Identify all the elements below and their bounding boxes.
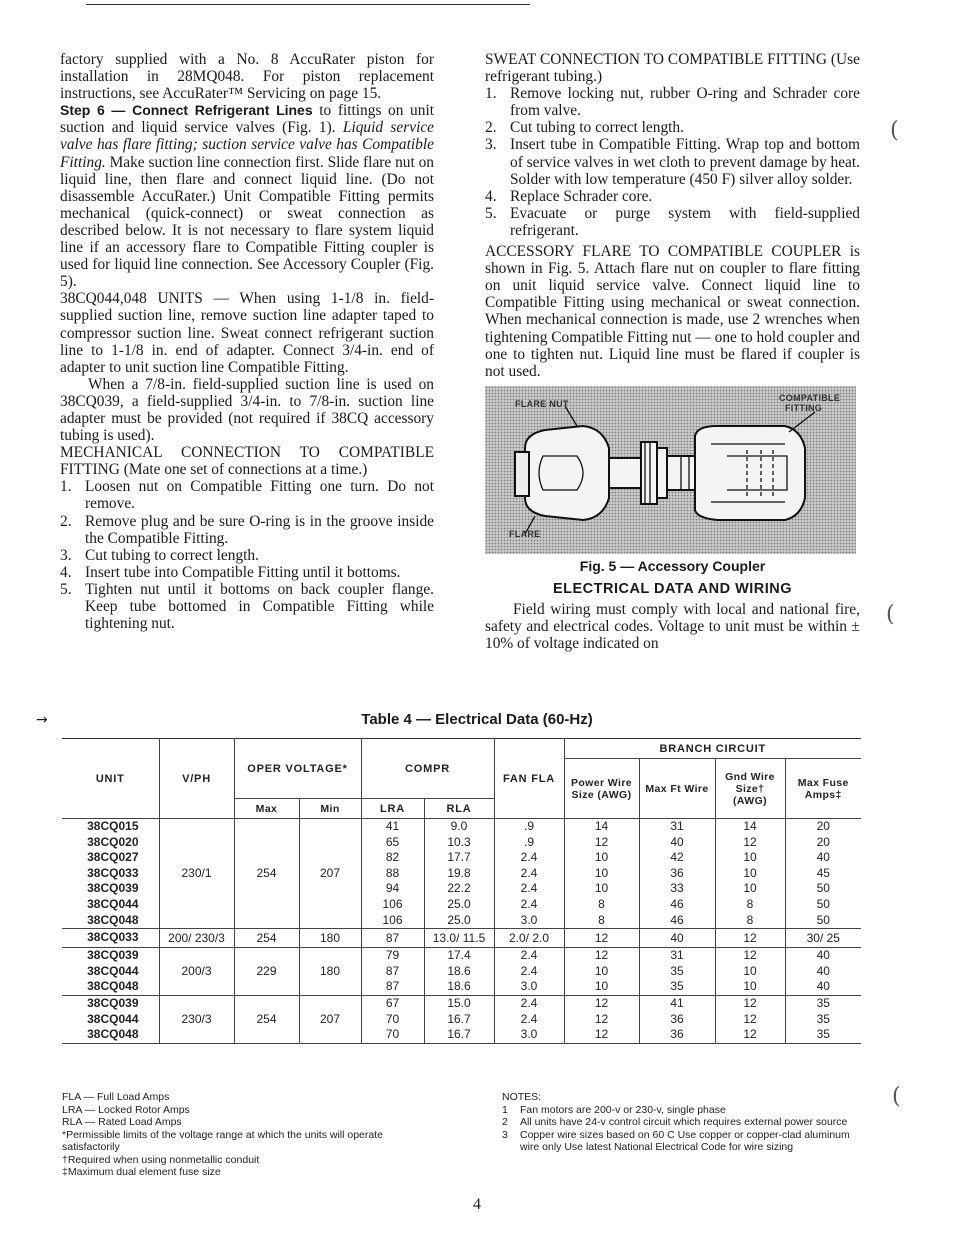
legend-star: *Permissible limits of the voltage range at which the units will operate satisfactorily	[62, 1128, 383, 1153]
gnd-wire-cell: 8	[715, 897, 785, 913]
rla-cell: 15.0	[424, 995, 494, 1011]
max-ft-wire-cell: 40	[639, 835, 715, 851]
fan-fla-cell: 3.0	[494, 1027, 564, 1043]
fan-fla-cell: 2.4	[494, 995, 564, 1011]
fan-fla-cell: .9	[494, 819, 564, 835]
max-fuse-cell: 20	[785, 835, 861, 851]
max-fuse-cell: 40	[785, 850, 861, 866]
power-wire-cell: 12	[564, 1012, 639, 1028]
vph-cell: 230/1	[159, 819, 234, 929]
power-wire-cell: 10	[564, 866, 639, 882]
step6-text: to fittings on unit suction and liquid service valves (Fig. 1).	[60, 102, 434, 137]
fan-fla-cell: .9	[494, 835, 564, 851]
header-gnd-wire: Gnd Wire Size† (AWG)	[715, 759, 785, 819]
rla-cell: 10.3	[424, 835, 494, 851]
electrical-paragraph: Field wiring must comply with local and national fire, safety and electrical codes. Voltage to unit must be within ± 10% of voltage indicated on	[485, 600, 860, 653]
list-item: 5. Tighten nut until it bottoms on back coupler flange. Keep tube bottomed in Compatible Fitting while tightening nut.	[60, 580, 434, 633]
table-row	[62, 929, 861, 948]
power-wire-cell: 8	[564, 897, 639, 913]
legend-ddagger: ‡Maximum dual element fuse size	[62, 1166, 221, 1178]
margin-mark: (	[886, 602, 895, 627]
header-max: Max	[234, 799, 299, 819]
rla-cell: 19.8	[424, 866, 494, 882]
header-power-wire: Power Wire Size (AWG)	[564, 759, 639, 819]
max-fuse-cell: 35	[785, 1027, 861, 1043]
lra-cell: 94	[361, 881, 424, 897]
fan-fla-cell: 2.4	[494, 1012, 564, 1028]
list-item: 2. Remove plug and be sure O-ring is in the groove inside the Compatible Fitting.	[60, 512, 434, 547]
vph-cell: 200/ 230/3	[159, 929, 234, 948]
legend	[62, 1091, 442, 1179]
vph-cell: 230/3	[159, 995, 234, 1043]
header-rla: RLA	[424, 799, 494, 819]
lra-cell: 87	[361, 979, 424, 995]
unit-cell: 38CQ039	[87, 881, 139, 896]
header-oper-voltage: OPER VOLTAGE*	[234, 739, 361, 799]
list-item: 1. Remove locking nut, rubber O-ring and Schrader core from valve.	[485, 85, 860, 120]
list-item: 2. Cut tubing to correct length.	[485, 119, 684, 137]
unit-cell: 38CQ015	[87, 819, 139, 833]
max-fuse-cell: 50	[785, 913, 861, 929]
unit-cell: 38CQ044	[87, 1011, 139, 1026]
lra-cell: 87	[361, 964, 424, 980]
max-ft-wire-cell: 42	[639, 850, 715, 866]
lra-cell: 79	[361, 948, 424, 964]
gnd-wire-cell: 12	[715, 1012, 785, 1028]
gnd-wire-cell: 10	[715, 850, 785, 866]
power-wire-cell: 8	[564, 913, 639, 929]
header-min: Min	[299, 799, 361, 819]
rla-cell: 18.6	[424, 964, 494, 980]
fan-fla-cell: 2.4	[494, 850, 564, 866]
electrical-data-table	[62, 738, 861, 1044]
min-voltage-cell: 180	[299, 948, 361, 996]
lra-cell: 106	[361, 897, 424, 913]
power-wire-cell: 12	[564, 1027, 639, 1043]
power-wire-cell: 14	[564, 819, 639, 835]
rla-cell: 17.7	[424, 850, 494, 866]
power-wire-cell: 12	[564, 835, 639, 851]
min-voltage-cell: 207	[299, 819, 361, 929]
right-column	[485, 51, 860, 652]
max-voltage-cell: 254	[234, 819, 299, 929]
change-arrow: →	[36, 712, 48, 728]
fan-fla-cell: 2.4	[494, 964, 564, 980]
list-item: 1. Loosen nut on Compatible Fitting one turn. Do not remove.	[60, 478, 434, 513]
max-voltage-cell: 254	[234, 929, 299, 948]
legend-dagger: †Required when using nonmetallic conduit	[62, 1153, 260, 1166]
lra-cell: 41	[361, 819, 424, 835]
label-flare-nut: FLARE NUT	[515, 398, 569, 409]
adapter-paragraph: When a 7/8-in. field-supplied suction line is used on 38CQ039, a field-supplied 3/4-in. to 7/8-in. suction line adapter must be provided (not required if 38CQ accessory tubing is used).	[60, 375, 434, 445]
list-item: 5. Evacuate or purge system with field-supplied refrigerant.	[485, 204, 860, 239]
header-max-fuse: Max Fuse Amps‡	[785, 759, 861, 819]
power-wire-cell: 10	[564, 979, 639, 995]
unit-cell: 38CQ048	[62, 979, 159, 995]
max-fuse-cell: 30/ 25	[785, 929, 861, 948]
lra-cell: 67	[361, 995, 424, 1011]
margin-mark: (	[892, 1084, 901, 1109]
lra-cell: 70	[361, 1012, 424, 1028]
max-ft-wire-cell: 46	[639, 897, 715, 913]
gnd-wire-cell: 12	[715, 1027, 785, 1043]
gnd-wire-cell: 8	[715, 913, 785, 929]
step6-heading: Step 6 — Connect Refrigerant Lines	[60, 102, 313, 119]
max-fuse-cell: 50	[785, 881, 861, 897]
rla-cell: 17.4	[424, 948, 494, 964]
sweat-steps	[485, 85, 860, 239]
fan-fla-cell: 2.4	[494, 881, 564, 897]
list-item: 4. Insert tube into Compatible Fitting until it bottoms.	[60, 563, 401, 581]
list-item: 3. Insert tube in Compatible Fitting. Wrap top and bottom of service valves in wet cloth to prevent damage by heat. Solder with low temperature (450 F) silver alloy solder.	[485, 136, 861, 188]
max-ft-wire-cell: 41	[639, 995, 715, 1011]
unit-cell: 38CQ048	[62, 1027, 159, 1043]
rla-cell: 13.0/ 11.5	[424, 929, 494, 948]
mechanical-steps	[60, 478, 434, 632]
power-wire-cell: 10	[564, 850, 639, 866]
units-paragraph: 38CQ044,048 UNITS — When using 1-1/8 in. field-supplied suction line, remove suction line adapter taped to compressor suction line. Sweat connect refrigerant suction line to 1-1/8 in. end of adapter. Connect 3/4-in. end of adapter to unit suction line Compatible Fitting.	[60, 290, 434, 376]
header-max-ft-wire: Max Ft Wire	[639, 759, 715, 819]
rla-cell: 18.6	[424, 979, 494, 995]
unit-cell: 38CQ044	[87, 963, 139, 978]
lra-cell: 106	[361, 913, 424, 929]
header-vph: V/PH	[159, 739, 234, 819]
gnd-wire-cell: 12	[715, 948, 785, 964]
max-ft-wire-cell: 46	[639, 913, 715, 929]
list-item: 4. Replace Schrader core.	[485, 187, 653, 205]
lra-cell: 88	[361, 866, 424, 882]
margin-mark: (	[890, 118, 899, 143]
unit-cell: 38CQ033	[87, 865, 139, 880]
max-fuse-cell: 40	[785, 979, 861, 995]
max-ft-wire-cell: 36	[639, 1012, 715, 1028]
fan-fla-cell: 2.4	[494, 866, 564, 882]
power-wire-cell: 10	[564, 881, 639, 897]
electrical-heading: ELECTRICAL DATA AND WIRING	[552, 580, 793, 597]
page-number: 4	[473, 1196, 481, 1213]
table-row	[62, 948, 861, 964]
gnd-wire-cell: 10	[715, 964, 785, 980]
gnd-wire-cell: 10	[715, 881, 785, 897]
rla-cell: 16.7	[424, 1027, 494, 1043]
gnd-wire-cell: 12	[715, 835, 785, 851]
max-voltage-cell: 229	[234, 948, 299, 996]
rla-cell: 22.2	[424, 881, 494, 897]
step6-italic: Liquid service valve has flare fitting; suction service valve has Compatible Fitting.	[60, 119, 435, 171]
header-lra: LRA	[361, 799, 424, 819]
gnd-wire-cell: 12	[715, 995, 785, 1011]
lra-cell: 65	[361, 835, 424, 851]
max-fuse-cell: 40	[785, 964, 861, 980]
lra-cell: 87	[361, 929, 424, 948]
rla-cell: 9.0	[424, 819, 494, 835]
gnd-wire-cell: 14	[715, 819, 785, 835]
power-wire-cell: 10	[564, 964, 639, 980]
list-item: 3. Cut tubing to correct length.	[60, 546, 259, 564]
unit-cell: 38CQ020	[87, 834, 139, 849]
gnd-wire-cell: 10	[715, 979, 785, 995]
power-wire-cell: 12	[564, 948, 639, 964]
unit-cell: 38CQ027	[87, 850, 139, 865]
min-voltage-cell: 207	[299, 995, 361, 1043]
max-fuse-cell: 45	[785, 866, 861, 882]
unit-cell: 38CQ044	[87, 896, 139, 911]
max-ft-wire-cell: 40	[639, 929, 715, 948]
legend-rla: RLA — Rated Load Amps	[62, 1116, 182, 1128]
max-ft-wire-cell: 35	[639, 979, 715, 995]
accessory-coupler-figure	[485, 386, 856, 554]
header-fan-fla: FAN FLA	[494, 739, 564, 819]
unit-cell: 38CQ039	[87, 948, 139, 963]
top-rule	[86, 4, 530, 5]
fan-fla-cell: 2.4	[494, 948, 564, 964]
rla-cell: 25.0	[424, 913, 494, 929]
table-body	[62, 819, 861, 1044]
max-ft-wire-cell: 36	[639, 1027, 715, 1043]
label-compatible: COMPATIBLE	[779, 392, 841, 403]
mechanical-heading: MECHANICAL CONNECTION TO COMPATIBLE FITTING (Mate one set of connections at a time.)	[60, 444, 434, 479]
table-title: Table 4 — Electrical Data (60-Hz)	[361, 711, 593, 728]
rla-cell: 16.7	[424, 1012, 494, 1028]
left-column	[60, 51, 434, 632]
notes	[502, 1091, 862, 1154]
figure-caption: Fig. 5 — Accessory Coupler	[579, 557, 766, 574]
power-wire-cell: 12	[564, 995, 639, 1011]
max-fuse-cell: 40	[785, 948, 861, 964]
fan-fla-cell: 3.0	[494, 913, 564, 929]
max-fuse-cell: 50	[785, 897, 861, 913]
max-fuse-cell: 20	[785, 819, 861, 835]
unit-cell: 38CQ033	[62, 929, 159, 948]
notes-title: NOTES:	[502, 1091, 542, 1103]
legend-fla: FLA — Full Load Amps	[62, 1091, 170, 1103]
header-unit: UNIT	[62, 739, 159, 819]
step6-rest: Make suction line connection first. Slide flare nut on liquid line, then flare and connect liquid line. (Do not disassemble AccuRater.) Unit Compatible Fitting permits mechanical (quick-connect) or sweat connection as described below. It is not necessary to flare system liquid line if an accessory flare to Compatible Fitting coupler is used for liquid line connection. See Accessory Coupler (Fig. 5).	[60, 153, 435, 291]
note-item: 2 All units have 24-v control circuit which requires external power source	[502, 1116, 848, 1128]
label-flare: FLARE	[509, 528, 541, 539]
max-ft-wire-cell: 31	[639, 819, 715, 835]
vph-cell: 200/3	[159, 948, 234, 996]
label-fitting: FITTING	[785, 402, 823, 413]
max-ft-wire-cell: 36	[639, 866, 715, 882]
table-row	[62, 819, 861, 835]
unit-cell: 38CQ048	[62, 913, 159, 929]
accessory-paragraph: ACCESSORY FLARE TO COMPATIBLE COUPLER is shown in Fig. 5. Attach flare nut on coupler to flare fitting on unit liquid service valve. Connect liquid line to Compatible Fitting using mechanical or sweat connection. When mechanical connection is made, use 2 wrenches when tightening Compatible Fitting nut — one to hold coupler and one to tighten nut. Liquid line must be flared if coupler is not used.	[485, 243, 860, 380]
lra-cell: 82	[361, 850, 424, 866]
sweat-heading: SWEAT CONNECTION TO COMPATIBLE FITTING (Use refrigerant tubing.)	[485, 51, 860, 86]
fan-fla-cell: 2.0/ 2.0	[494, 929, 564, 948]
max-ft-wire-cell: 33	[639, 881, 715, 897]
note-item: 3 Copper wire sizes based on 60 C Use copper or copper-clad aluminum wire only Use latest National Electrical Code for wire sizing	[502, 1128, 850, 1153]
lra-cell: 70	[361, 1027, 424, 1043]
header-compr: COMPR	[361, 739, 494, 799]
max-ft-wire-cell: 31	[639, 948, 715, 964]
table-row	[62, 995, 861, 1011]
max-ft-wire-cell: 35	[639, 964, 715, 980]
min-voltage-cell: 180	[299, 929, 361, 948]
power-wire-cell: 12	[564, 929, 639, 948]
fan-fla-cell: 2.4	[494, 897, 564, 913]
max-fuse-cell: 35	[785, 1012, 861, 1028]
rla-cell: 25.0	[424, 897, 494, 913]
note-item: 1 Fan motors are 200-v or 230-v, single phase	[502, 1103, 726, 1116]
header-branch-circuit: BRANCH CIRCUIT	[564, 739, 861, 759]
fan-fla-cell: 3.0	[494, 979, 564, 995]
intro-paragraph: factory supplied with a No. 8 AccuRater piston for installation in 28MQ048. For piston replacement instructions, see AccuRater™ Servicing on page 15.	[60, 51, 434, 103]
max-fuse-cell: 35	[785, 995, 861, 1011]
legend-lra: LRA — Locked Rotor Amps	[62, 1103, 190, 1116]
gnd-wire-cell: 12	[715, 929, 785, 948]
step6-paragraph	[60, 102, 434, 290]
max-voltage-cell: 254	[234, 995, 299, 1043]
unit-cell: 38CQ039	[87, 995, 139, 1010]
gnd-wire-cell: 10	[715, 866, 785, 882]
